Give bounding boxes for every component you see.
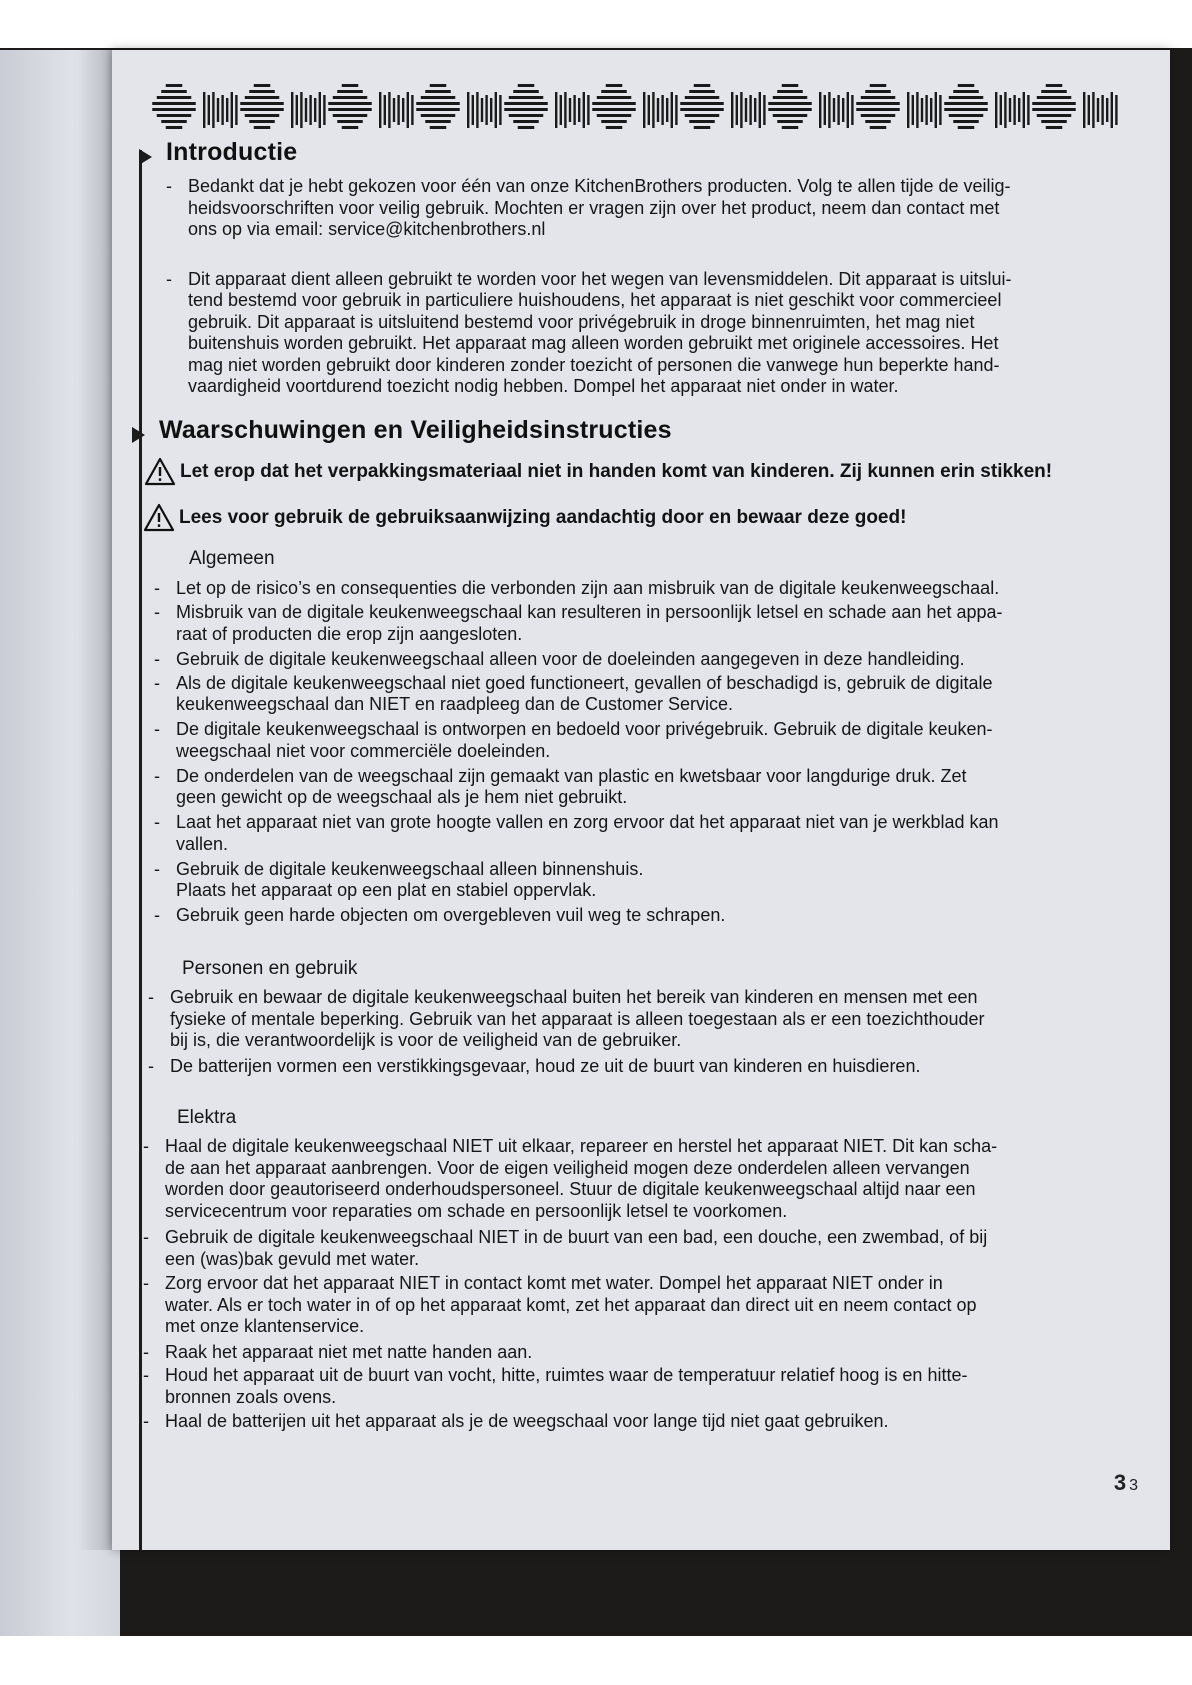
list-item-line: Bedankt dat je hebt gekozen voor één van onze KitchenBrothers producten. Volg te allen tijde de veilig- bbox=[188, 176, 1011, 196]
warning-triangle-icon bbox=[144, 457, 176, 486]
bullet-dash: - bbox=[148, 1055, 154, 1076]
list-item-line: Zorg ervoor dat het apparaat NIET in contact komt met water. Dompel het apparaat NIET onder in bbox=[165, 1273, 943, 1293]
list-item bbox=[166, 268, 1012, 398]
list-item-line: De digitale keukenweegschaal is ontworpen en bedoeld voor privégebruik. Gebruik de digitale keuken- bbox=[176, 719, 993, 739]
bullet-dash: - bbox=[154, 812, 160, 832]
list-item-line: water. Als er toch water in of op het apparaat komt, zet het apparaat dan direct uit en neem contact op bbox=[165, 1294, 977, 1315]
bullet-dash: - bbox=[154, 648, 160, 669]
list-item-line: Gebruik en bewaar de digitale keukenweegschaal buiten het bereik van kinderen en mensen met een bbox=[170, 987, 978, 1007]
list-item bbox=[166, 176, 1011, 241]
bullet-dash: - bbox=[143, 1341, 149, 1362]
list-item bbox=[154, 905, 726, 927]
list-item bbox=[143, 1411, 889, 1433]
list-item bbox=[143, 1136, 998, 1222]
list-item bbox=[154, 648, 965, 671]
bullet-dash: - bbox=[154, 602, 160, 622]
list-item bbox=[154, 578, 1000, 600]
list-item-line: buitenshuis worden gebruikt. Het apparaat mag alleen worden gebruikt met originele accessoires. Het bbox=[188, 333, 999, 353]
list-item-line: Plaats het apparaat op een plat en stabiel oppervlak. bbox=[176, 880, 597, 900]
bullet-dash: - bbox=[154, 672, 160, 693]
warning-packaging bbox=[180, 461, 1052, 483]
bullet-dash: - bbox=[143, 1136, 149, 1156]
list-item bbox=[143, 1273, 977, 1338]
list-item bbox=[154, 858, 644, 902]
list-item bbox=[154, 602, 1003, 645]
bullet-dash: - bbox=[154, 765, 160, 786]
list-item-line: fysieke of mentale beperking. Gebruik van het apparaat is alleen toegestaan als er een toezichthouder bbox=[170, 1008, 985, 1029]
list-item-line: Haal de batterijen uit het apparaat als je de weegschaal voor lange tijd niet gaat gebruiken. bbox=[165, 1411, 889, 1431]
bullet-dash: - bbox=[154, 858, 160, 879]
list-item bbox=[154, 765, 967, 809]
margin-rule bbox=[139, 150, 142, 1550]
page-number-logo: 3 bbox=[1113, 1470, 1127, 1495]
list-item-line: Laat het apparaat niet van grote hoogte vallen en zorg ervoor dat het apparaat niet van je werkblad kan bbox=[176, 812, 999, 832]
list-item-line: geen gewicht op de weegschaal als je hem niet gebruikt. bbox=[176, 787, 628, 807]
list-item-line: Gebruik de digitale keukenweegschaal alleen binnenshuis. bbox=[176, 858, 644, 879]
warning-text: Let erop dat het verpakkingsmateriaal niet in handen komt van kinderen. Zij kunnen erin stikken! bbox=[180, 461, 1053, 482]
manual-page bbox=[112, 50, 1170, 1550]
intro-title: Introductie bbox=[166, 138, 298, 166]
bullet-dash: - bbox=[154, 578, 160, 598]
list-item-line: Als de digitale keukenweegschaal niet goed functioneert, gevallen of beschadigd is, gebruik de digitale bbox=[176, 672, 993, 693]
list-item-line: De onderdelen van de weegschaal zijn gemaakt van plastic en kwetsbaar voor langdurige druk. Zet bbox=[176, 765, 967, 786]
warning-manual bbox=[179, 507, 906, 529]
list-item-line: vallen. bbox=[176, 833, 229, 854]
header-stripe-pattern bbox=[150, 76, 1135, 136]
list-item bbox=[154, 672, 993, 716]
list-item-line: mag niet worden gebruikt door kinderen zonder toezicht of personen die vanwege hun beperkte hand- bbox=[188, 354, 1000, 375]
list-item-line: keukenweegschaal dan NIET en raadpleeg dan de Customer Service. bbox=[176, 694, 734, 714]
list-item-line: een (was)bak gevuld met water. bbox=[165, 1248, 420, 1269]
general-subtitle: Algemeen bbox=[189, 548, 275, 569]
warning-text: Lees voor gebruik de gebruiksaanwijzing aandachtig door en bewaar deze goed! bbox=[179, 507, 907, 528]
list-item-line: servicecentrum voor reparaties om schade en persoonlijk letsel te voorkomen. bbox=[165, 1200, 788, 1221]
list-item-line: Houd het apparaat uit de buurt van vocht, hitte, ruimtes waar de temperatuur relatief hoog is en hitte- bbox=[165, 1365, 968, 1385]
list-item bbox=[143, 1365, 968, 1408]
bullet-dash: - bbox=[143, 1411, 149, 1431]
list-item bbox=[143, 1341, 533, 1364]
list-item-line: Gebruik geen harde objecten om overgebleven vuil weg te schrapen. bbox=[176, 905, 726, 925]
photo-border-bottom bbox=[0, 1636, 1192, 1685]
persons-subtitle: Personen en gebruik bbox=[182, 958, 358, 979]
list-item-line: bij is, die verantwoordelijk is voor de veiligheid van de gebruiker. bbox=[170, 1030, 682, 1050]
safety-title: Waarschuwingen en Veiligheidsinstructies bbox=[159, 416, 672, 444]
list-item bbox=[154, 719, 993, 762]
list-item-line: Raak het apparaat niet met natte handen aan. bbox=[165, 1341, 533, 1362]
list-item-line: Gebruik de digitale keukenweegschaal NIET in de buurt van een bad, een douche, een zwembad, of bij bbox=[165, 1227, 988, 1247]
page-number bbox=[1114, 1470, 1138, 1496]
bullet-dash: - bbox=[166, 268, 172, 289]
list-item bbox=[148, 987, 985, 1052]
bullet-dash: - bbox=[154, 719, 160, 739]
list-item-line: weegschaal niet voor commerciële doeleinden. bbox=[176, 740, 551, 761]
electra-subtitle: Elektra bbox=[177, 1107, 237, 1128]
list-item bbox=[148, 1055, 921, 1078]
bullet-dash: - bbox=[143, 1227, 149, 1247]
list-item bbox=[143, 1227, 988, 1270]
list-item-line: Misbruik van de digitale keukenweegschaal kan resulteren in persoonlijk letsel en schade aan het appa- bbox=[176, 602, 1003, 622]
bullet-dash: - bbox=[143, 1365, 149, 1385]
list-item-line: Haal de digitale keukenweegschaal NIET uit elkaar, repareer en herstel het apparaat NIET. Dit kan scha- bbox=[165, 1136, 998, 1156]
list-item-line: Let op de risico’s en consequenties die verbonden zijn aan misbruik van de digitale keukenweegschaal. bbox=[176, 578, 1000, 598]
list-item-line: worden door geautoriseerd onderhoudspersoneel. Stuur de digitale keukenweegschaal altijd naar een bbox=[165, 1179, 976, 1199]
arrow-right-icon bbox=[132, 427, 145, 443]
bullet-dash: - bbox=[148, 987, 154, 1007]
list-item-line: De batterijen vormen een verstikkingsgevaar, houd ze uit de buurt van kinderen en huisdieren. bbox=[170, 1055, 921, 1076]
list-item-line: bronnen zoals ovens. bbox=[165, 1386, 337, 1407]
list-item-line: gebruik. Dit apparaat is uitsluitend bestemd voor privégebruik in droge binnenruimten, het mag niet bbox=[188, 311, 975, 332]
list-item-line: tend bestemd voor gebruik in particuliere huishoudens, het apparaat is niet geschikt voor commercieel bbox=[188, 290, 1002, 310]
list-item-line: vaardigheid voortdurend toezicht nodig hebben. Dompel het apparaat niet onder in water. bbox=[188, 376, 899, 396]
list-item-line: heidsvoorschriften voor veilig gebruik. Mochten er vragen zijn over het product, neem dan contact met bbox=[188, 197, 1000, 218]
list-item-line: ons op via email: service@kitchenbrothers.nl bbox=[188, 219, 546, 239]
list-item-line: raat of producten die erop zijn aangesloten. bbox=[176, 623, 523, 644]
page-number-value: 3 bbox=[1129, 1477, 1138, 1494]
list-item-line: Gebruik de digitale keukenweegschaal alleen voor de doeleinden aangegeven in deze handleiding. bbox=[176, 648, 965, 669]
warning-triangle-icon bbox=[143, 503, 175, 532]
bullet-dash: - bbox=[166, 176, 172, 196]
list-item-line: de aan het apparaat aanbrengen. Voor de eigen veiligheid mogen deze onderdelen alleen vervangen bbox=[165, 1157, 970, 1178]
list-item-line: Dit apparaat dient alleen gebruikt te worden voor het wegen van levensmiddelen. Dit apparaat is uitslui- bbox=[188, 268, 1012, 289]
list-item-line: met onze klantenservice. bbox=[165, 1316, 365, 1336]
photo-border-top bbox=[0, 0, 1192, 48]
bullet-dash: - bbox=[154, 905, 160, 925]
bullet-dash: - bbox=[143, 1273, 149, 1293]
arrow-right-icon bbox=[139, 149, 152, 165]
list-item bbox=[154, 812, 999, 855]
